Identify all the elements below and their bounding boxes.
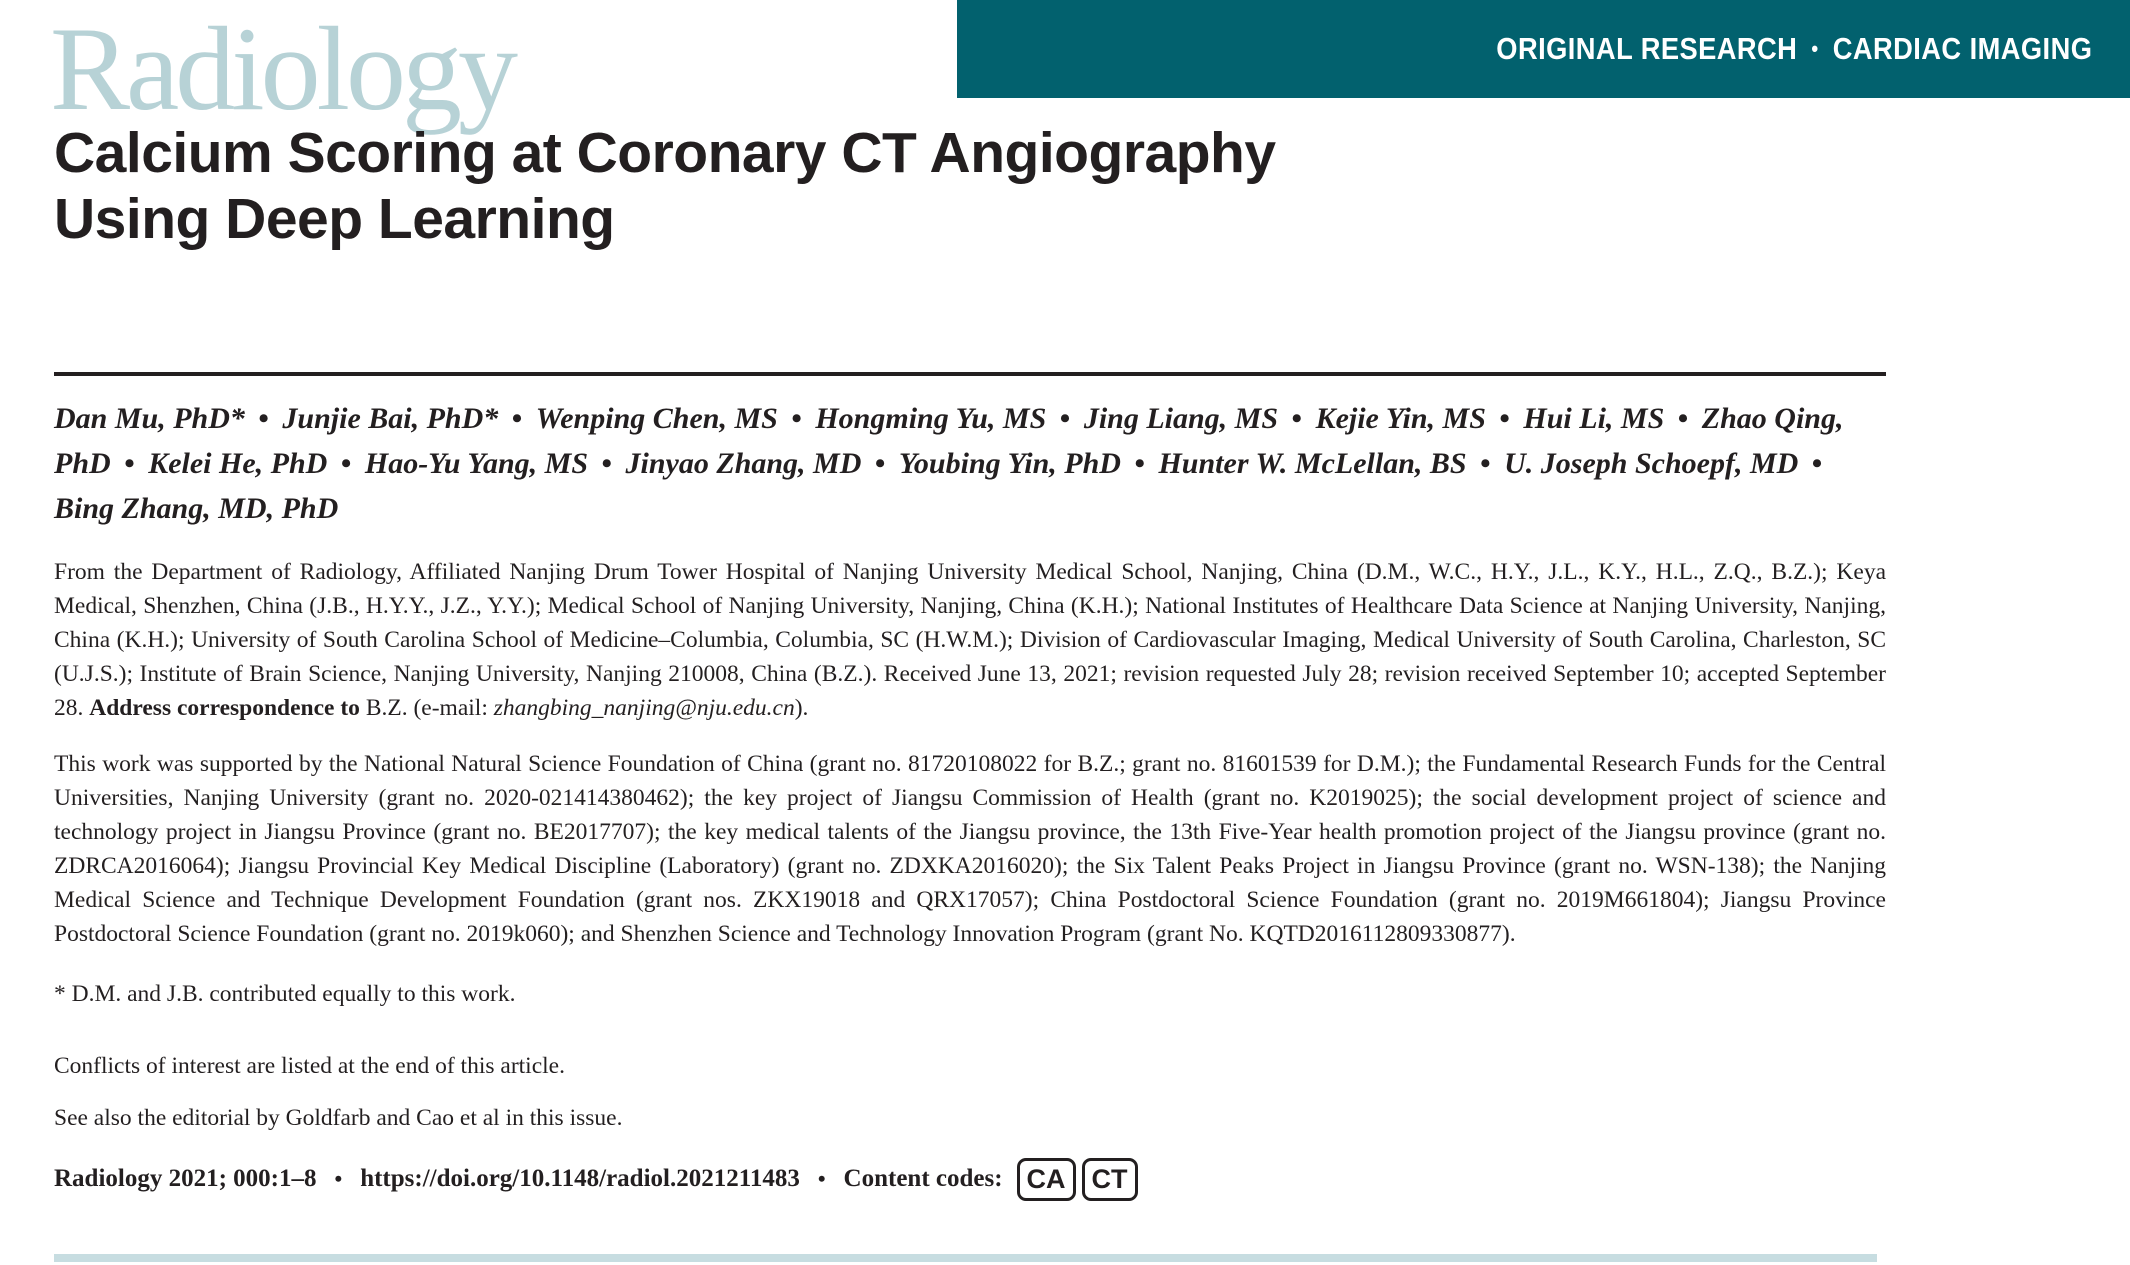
author-name: Jing Liang, MS [1083, 402, 1279, 435]
editorial-note: See also the editorial by Goldfarb and Cao et al in this issue. [54, 1105, 623, 1131]
author-name: Kejie Yin, MS [1315, 402, 1486, 435]
bottom-divider [54, 1254, 1877, 1262]
author-name: Jinyao Zhang, MD [625, 447, 862, 480]
correspondence-label: Address correspondence to [89, 695, 360, 721]
content-code-badges [1017, 1158, 1138, 1201]
content-codes-label: Content codes: [843, 1165, 1003, 1192]
bullet-separator-icon: • [1491, 402, 1518, 435]
article-title-line2: Using Deep Learning [54, 187, 615, 251]
correspondence-close: ). [794, 695, 809, 721]
bullet-separator-icon: • [334, 1166, 343, 1191]
bullet-separator-icon: • [333, 447, 359, 480]
doi-link[interactable]: https://doi.org/10.1148/radiol.2021211483 [360, 1165, 800, 1192]
byline-rule [54, 372, 1886, 376]
correspondence-email[interactable]: zhangbing_nanjing@nju.edu.cn [493, 695, 795, 721]
bullet-separator-icon: • [1811, 36, 1819, 61]
author-name: Dan Mu, PhD* [54, 402, 245, 435]
content-code-badge: CT [1082, 1158, 1138, 1201]
bullet-separator-icon: • [1052, 402, 1078, 435]
category-banner [957, 0, 2130, 98]
author-name: Hao-Yu Yang, MS [364, 447, 589, 480]
content-code-badge: CA [1017, 1158, 1076, 1201]
bullet-separator-icon: • [250, 402, 277, 435]
conflicts-note: Conflicts of interest are listed at the end of this article. [54, 1053, 565, 1079]
author-name: Kelei He, PhD [148, 447, 328, 480]
author-name: Junjie Bai, PhD* [282, 402, 499, 435]
bullet-separator-icon: • [116, 447, 143, 480]
correspondence-text: B.Z. (e-mail: [359, 695, 494, 721]
bullet-separator-icon: • [1804, 447, 1823, 480]
author-name: Wenping Chen, MS [535, 402, 778, 435]
category-banner-text [1496, 31, 2092, 67]
bullet-separator-icon: • [594, 447, 620, 480]
bullet-separator-icon: • [1284, 402, 1310, 435]
journal-reference: Radiology 2021; 000:1–8 [54, 1165, 317, 1192]
author-name: Hunter W. McLellan, BS [1158, 447, 1467, 480]
equal-contribution-note: * D.M. and J.B. contributed equally to this work. [54, 981, 516, 1007]
author-name: Hongming Yu, MS [815, 402, 1047, 435]
affiliation-paragraph [54, 555, 1886, 725]
affiliation-text: From the Department of Radiology, Affiliated Nanjing Drum Tower Hospital of Nanjing University Medical School, Nanjing, China (D.M., W.C., H.Y., J.L., K.Y., H.L., Z.Q., B.Z.); Keya Medical, Shenzhen, China (J.B., H.Y.Y., J.Z., Y.Y.); Medical School of Nanjing University, Nanjing, China (K.H.); National Institutes of Healthcare Data Science at Nanjing University, Nanjing, China (K.H.); University of South Carolina School of Medicine–Columbia, Columbia, SC (H.W.M.); Division of Cardiovascular Imaging, Medical University of South Carolina, Charleston, SC (U.J.S.); Institute of Brain Science, Nanjing University, Nanjing 210008, China (B.Z.). Received June 13, 2021; revision requested July 28; revision received September 10; accepted September 28. [54, 559, 1886, 721]
bullet-separator-icon: • [817, 1166, 826, 1191]
funding-paragraph: This work was supported by the National Natural Science Foundation of China (grant no. 81720108022 for B.Z.; grant no. 81601539 for D.M.); the Fundamental Research Funds for the Central Universities, Nanjing University (grant no. 2020-021414380462); the key project of Jiangsu Commission of Health (grant no. K2019025); the social development project of science and technology project in Jiangsu Province (grant no. BE2017707); the key medical talents of the Jiangsu province, the 13th Five-Year health promotion project of the Jiangsu province (grant no. ZDRCA2016064); Jiangsu Provincial Key Medical Discipline (Laboratory) (grant no. ZDXKA2016020); the Six Talent Peaks Project in Jiangsu Province (grant no. WSN-138); the Nanjing Medical Science and Technique Development Foundation (grant nos. ZKX19018 and QRX17057); China Postdoctoral Science Foundation (grant no. 2019M661804); Jiangsu Province Postdoctoral Science Foundation (grant no. 2019k060); and Shenzhen Science and Technology Innovation Program (grant No. KQTD2016112809330877). [54, 751, 1886, 947]
author-name: Hui Li, MS [1523, 402, 1665, 435]
bullet-separator-icon: • [1126, 447, 1153, 480]
author-name: U. Joseph Schoepf, MD [1504, 447, 1799, 480]
bullet-separator-icon: • [1472, 447, 1499, 480]
author-name: Bing Zhang, MD, PhD [54, 492, 339, 525]
author-list [54, 396, 1886, 531]
front-matter [54, 396, 1886, 1201]
bullet-separator-icon: • [783, 402, 810, 435]
article-title [54, 120, 1954, 252]
author-name: Youbing Yin, PhD [898, 447, 1121, 480]
bullet-separator-icon: • [1670, 402, 1696, 435]
bullet-separator-icon: • [867, 447, 893, 480]
bullet-separator-icon: • [504, 402, 530, 435]
citation-line [54, 1157, 1886, 1201]
banner-category-label: ORIGINAL RESEARCH [1495, 31, 1797, 66]
journal-logo: Radiology [50, 2, 514, 135]
article-title-line1: Calcium Scoring at Coronary CT Angiography [54, 121, 1276, 185]
banner-subcategory-label: CARDIAC IMAGING [1832, 31, 2092, 66]
author-name: Zhao Qing, PhD [54, 402, 1844, 480]
